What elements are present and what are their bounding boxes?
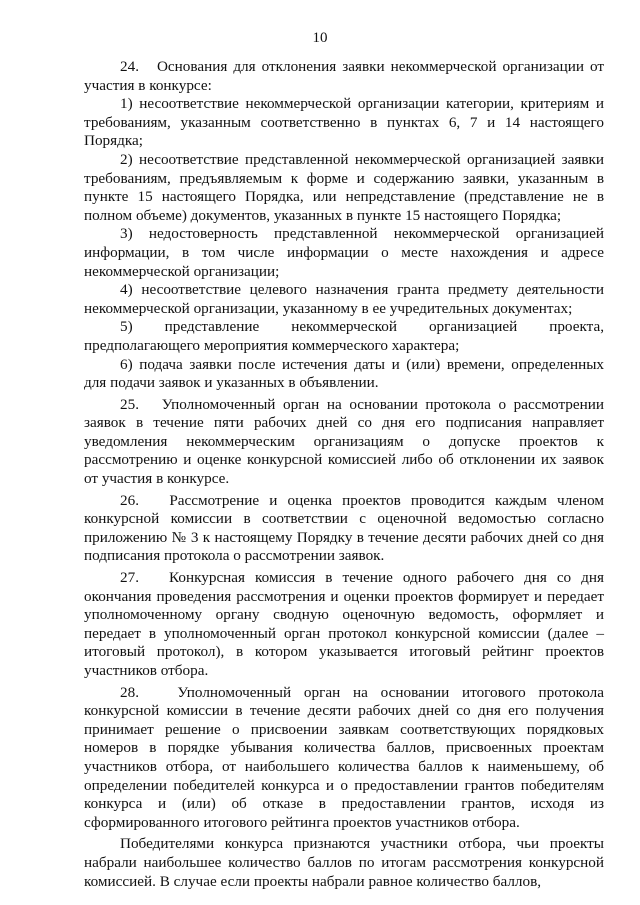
list-item-3: 3) недостоверность представленной некоммерческой организацией информации, в том числе информации о месте нахождения и адресе некоммерческой организации; bbox=[84, 225, 604, 280]
page-number: 10 bbox=[312, 30, 328, 46]
paragraph-28: 28. Уполномоченный орган на основании итогового протокола конкурсной комиссии в течение десяти рабочих дней со дня его получения принимает решение о присвоении заявкам соответствующих порядковых номеров в порядке убывания количества баллов, присвоенных проектам участников отбора, от наибольшего количества баллов к наименьшему, об определении победителей конкурса и о предоставлении грантов победителям конкурса и (или) об отказе в предоставлении грантов, исходя из сформированного итогового рейтинга проектов участников отбора. bbox=[84, 683, 604, 831]
list-item-2: 2) несоответствие представленной некоммерческой организацией заявки требованиям, предъявляемым к форме и содержанию заявки, указанным в пункте 15 настоящего Порядка, или непредставление (представление не в полном объеме) документов, указанных в пункте 15 настоящего Порядка; bbox=[84, 150, 604, 224]
paragraph-27: 27. Конкурсная комиссия в течение одного рабочего дня со дня окончания проведения рассмотрения и оценки проектов формирует и передает уполномоченному органу сводную оценочную ведомость, оформляет и передает в уполномоченный орган протокол конкурсной комиссии (далее – итоговый протокол), в котором указывается итоговый рейтинг проектов участников отбора. bbox=[84, 569, 604, 679]
document-body bbox=[84, 58, 604, 891]
list-item-5: 5) представление некоммерческой организацией проекта, предполагающего мероприятия коммерческого характера; bbox=[84, 318, 604, 354]
paragraph-winners: Победителями конкурса признаются участники отбора, чьи проекты набрали наибольшее количество баллов по итогам рассмотрения конкурсной комиссией. В случае если проекты набрали равное количество баллов, bbox=[84, 835, 604, 890]
list-item-4: 4) несоответствие целевого назначения гранта предмету деятельности некоммерческой организации, указанному в ее учредительных документах; bbox=[84, 281, 604, 317]
list-item-1: 1) несоответствие некоммерческой организации категории, критериям и требованиям, указанным соответственно в пунктах 6, 7 и 14 настоящего Порядка; bbox=[84, 95, 604, 150]
paragraph-25: 25. Уполномоченный орган на основании протокола о рассмотрении заявок в течение пяти рабочих дней со дня его подписания направляет уведомления некоммерческим организациям о допуске проектов к рассмотрению и оценке конкурсной комиссией либо об отклонении их заявок от участия в конкурсе. bbox=[84, 395, 604, 488]
paragraph-26: 26. Рассмотрение и оценка проектов проводится каждым членом конкурсной комиссии в соответствии с оценочной ведомостью согласно приложению № 3 к настоящему Порядку в течение десяти рабочих дней со дня подписания протокола о рассмотрении заявок. bbox=[84, 491, 604, 565]
list-item-6: 6) подача заявки после истечения даты и (или) времени, определенных для подачи заявок и указанных в объявлении. bbox=[84, 355, 604, 392]
paragraph-24: 24. Основания для отклонения заявки некоммерческой организации от участия в конкурсе: bbox=[84, 58, 604, 94]
